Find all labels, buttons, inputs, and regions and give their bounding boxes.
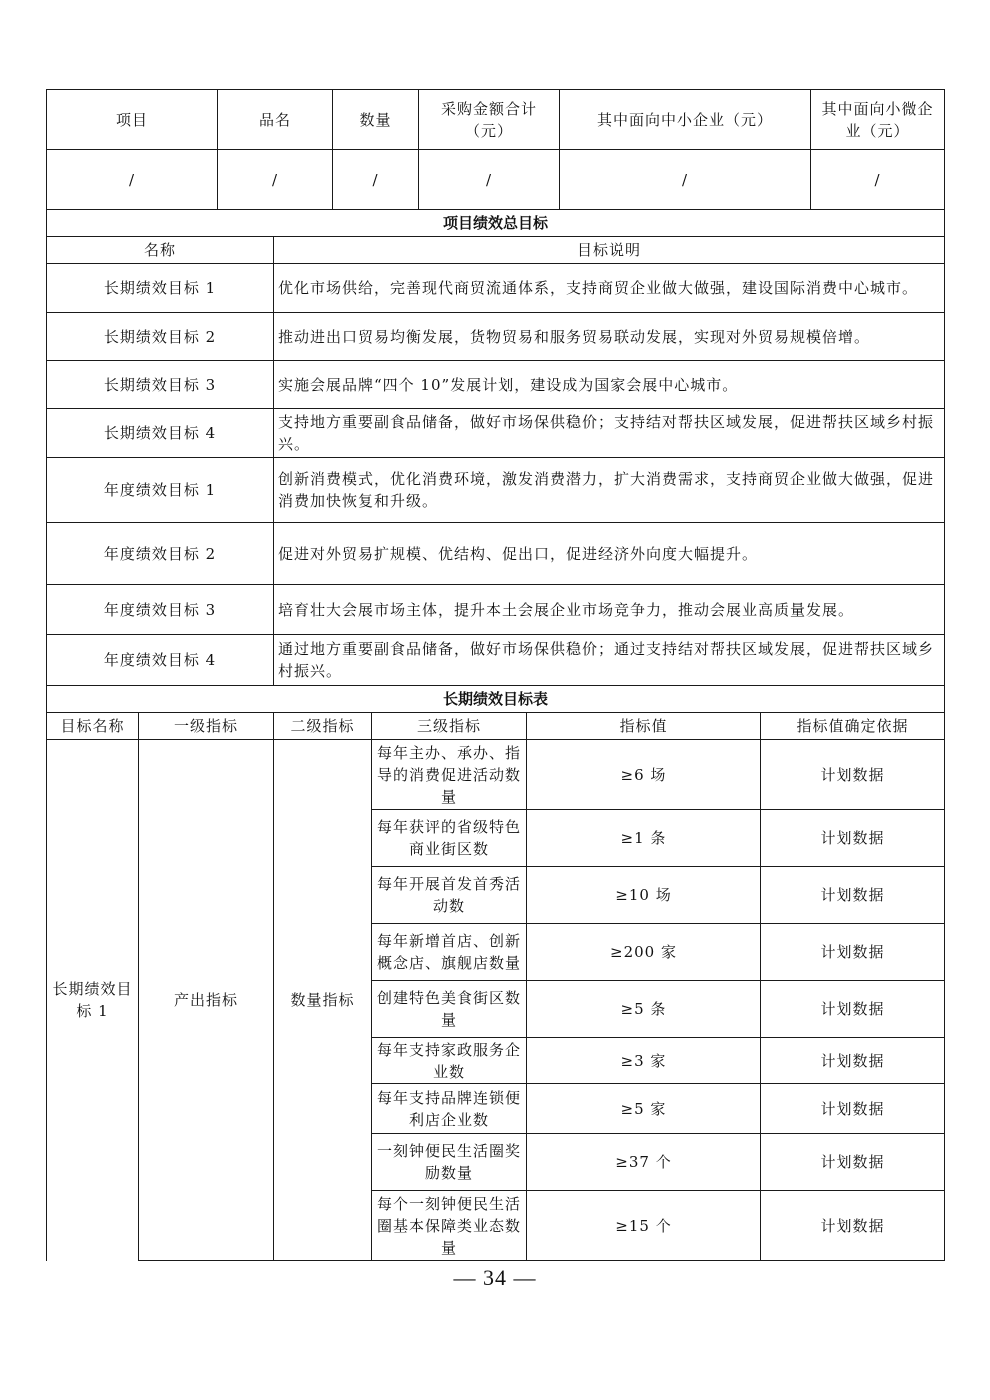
section-title-performance-goals: 项目绩效总目标 <box>47 210 945 237</box>
goal-desc: 促进对外贸易扩规模、优结构、促出口，促进经济外向度大幅提升。 <box>274 523 945 585</box>
procurement-header-row <box>47 90 945 150</box>
goal-desc: 通过地方重要副食品储备，做好市场保供稳价；通过支持结对帮扶区域发展，促进帮扶区域乡村振兴。 <box>274 635 945 686</box>
goal-row <box>47 264 945 313</box>
level2-cell: 数量指标 <box>274 740 372 1261</box>
goal-desc: 推动进出口贸易均衡发展，货物贸易和服务贸易联动发展，实现对外贸易规模倍增。 <box>274 313 945 361</box>
goal-desc: 创新消费模式，优化消费环境，激发消费潜力，扩大消费需求，支持商贸企业做大做强，促进消费加快恢复和升级。 <box>274 458 945 523</box>
page-number: — 34 — <box>453 1265 537 1290</box>
indicator-value: ≥3 家 <box>527 1038 761 1084</box>
goal-name: 年度绩效目标 1 <box>47 458 274 523</box>
cell-item: / <box>47 150 218 210</box>
indicator-basis: 计划数据 <box>761 740 945 810</box>
goal-row <box>47 523 945 585</box>
header-goal-desc: 目标说明 <box>274 237 945 264</box>
goal-desc: 实施会展品牌“四个 10”发展计划，建设成为国家会展中心城市。 <box>274 361 945 409</box>
goal-row <box>47 409 945 458</box>
goal-row <box>47 361 945 409</box>
goals-header-row <box>47 237 945 264</box>
goal-name: 长期绩效目标 1 <box>47 264 274 313</box>
header-value: 指标值 <box>527 713 761 740</box>
cell-sme-amount: / <box>560 150 811 210</box>
indicator-name: 每年主办、承办、指导的消费促进活动数量 <box>372 740 527 810</box>
header-sme-amount: 其中面向中小企业（元） <box>560 90 811 150</box>
goal-row <box>47 458 945 523</box>
indicator-value: ≥5 家 <box>527 1084 761 1134</box>
procurement-data-row <box>47 150 945 210</box>
indicator-value: ≥15 个 <box>527 1191 761 1261</box>
header-quantity: 数量 <box>333 90 419 150</box>
long-term-goals-table <box>46 685 945 1261</box>
header-level2: 二级指标 <box>274 713 372 740</box>
header-level1: 一级指标 <box>139 713 274 740</box>
long-term-title-row <box>47 686 945 713</box>
goal-desc: 支持地方重要副食品储备，做好市场保供稳价；支持结对帮扶区域发展，促进帮扶区域乡村振兴。 <box>274 409 945 458</box>
goal-name: 年度绩效目标 2 <box>47 523 274 585</box>
goal-name: 长期绩效目标 3 <box>47 361 274 409</box>
goals-title-row <box>47 210 945 237</box>
header-goal-name: 目标名称 <box>47 713 139 740</box>
cell-micro-amount: / <box>811 150 945 210</box>
indicator-basis: 计划数据 <box>761 981 945 1038</box>
header-total-amount: 采购金额合计（元） <box>419 90 560 150</box>
indicator-name: 每年开展首发首秀活动数 <box>372 867 527 924</box>
header-basis: 指标值确定依据 <box>761 713 945 740</box>
goal-name: 年度绩效目标 4 <box>47 635 274 686</box>
indicator-value: ≥10 场 <box>527 867 761 924</box>
header-micro-amount: 其中面向小微企业（元） <box>811 90 945 150</box>
goal-name: 年度绩效目标 3 <box>47 585 274 635</box>
indicator-basis: 计划数据 <box>761 1084 945 1134</box>
indicator-value: ≥5 条 <box>527 981 761 1038</box>
goal-name-cell: 长期绩效目标 1 <box>47 740 139 1261</box>
section-title-long-term: 长期绩效目标表 <box>47 686 945 713</box>
indicator-name: 每个一刻钟便民生活圈基本保障类业态数量 <box>372 1191 527 1261</box>
header-goal-name: 名称 <box>47 237 274 264</box>
goal-row <box>47 313 945 361</box>
indicator-name: 一刻钟便民生活圈奖励数量 <box>372 1134 527 1191</box>
header-product-name: 品名 <box>218 90 333 150</box>
indicator-value: ≥6 场 <box>527 740 761 810</box>
indicator-basis: 计划数据 <box>761 924 945 981</box>
indicator-row <box>47 740 945 810</box>
indicator-name: 创建特色美食街区数量 <box>372 981 527 1038</box>
goal-row <box>47 635 945 686</box>
performance-goals-table <box>46 209 945 686</box>
indicator-basis: 计划数据 <box>761 1038 945 1084</box>
cell-total-amount: / <box>419 150 560 210</box>
indicator-basis: 计划数据 <box>761 867 945 924</box>
indicator-name: 每年支持品牌连锁便利店企业数 <box>372 1084 527 1134</box>
indicator-basis: 计划数据 <box>761 810 945 867</box>
indicator-name: 每年获评的省级特色商业街区数 <box>372 810 527 867</box>
cell-quantity: / <box>333 150 419 210</box>
header-level3: 三级指标 <box>372 713 527 740</box>
goal-row <box>47 585 945 635</box>
indicator-value: ≥200 家 <box>527 924 761 981</box>
header-item: 项目 <box>47 90 218 150</box>
long-term-header-row <box>47 713 945 740</box>
indicator-name: 每年新增首店、创新概念店、旗舰店数量 <box>372 924 527 981</box>
level1-cell: 产出指标 <box>139 740 274 1261</box>
indicator-value: ≥1 条 <box>527 810 761 867</box>
indicator-basis: 计划数据 <box>761 1134 945 1191</box>
goal-name: 长期绩效目标 2 <box>47 313 274 361</box>
indicator-basis: 计划数据 <box>761 1191 945 1261</box>
procurement-table <box>46 89 945 210</box>
cell-product-name: / <box>218 150 333 210</box>
goal-name: 长期绩效目标 4 <box>47 409 274 458</box>
goal-desc: 优化市场供给，完善现代商贸流通体系，支持商贸企业做大做强，建设国际消费中心城市。 <box>274 264 945 313</box>
goal-desc: 培育壮大会展市场主体，提升本土会展企业市场竞争力，推动会展业高质量发展。 <box>274 585 945 635</box>
indicator-name: 每年支持家政服务企业数 <box>372 1038 527 1084</box>
indicator-value: ≥37 个 <box>527 1134 761 1191</box>
